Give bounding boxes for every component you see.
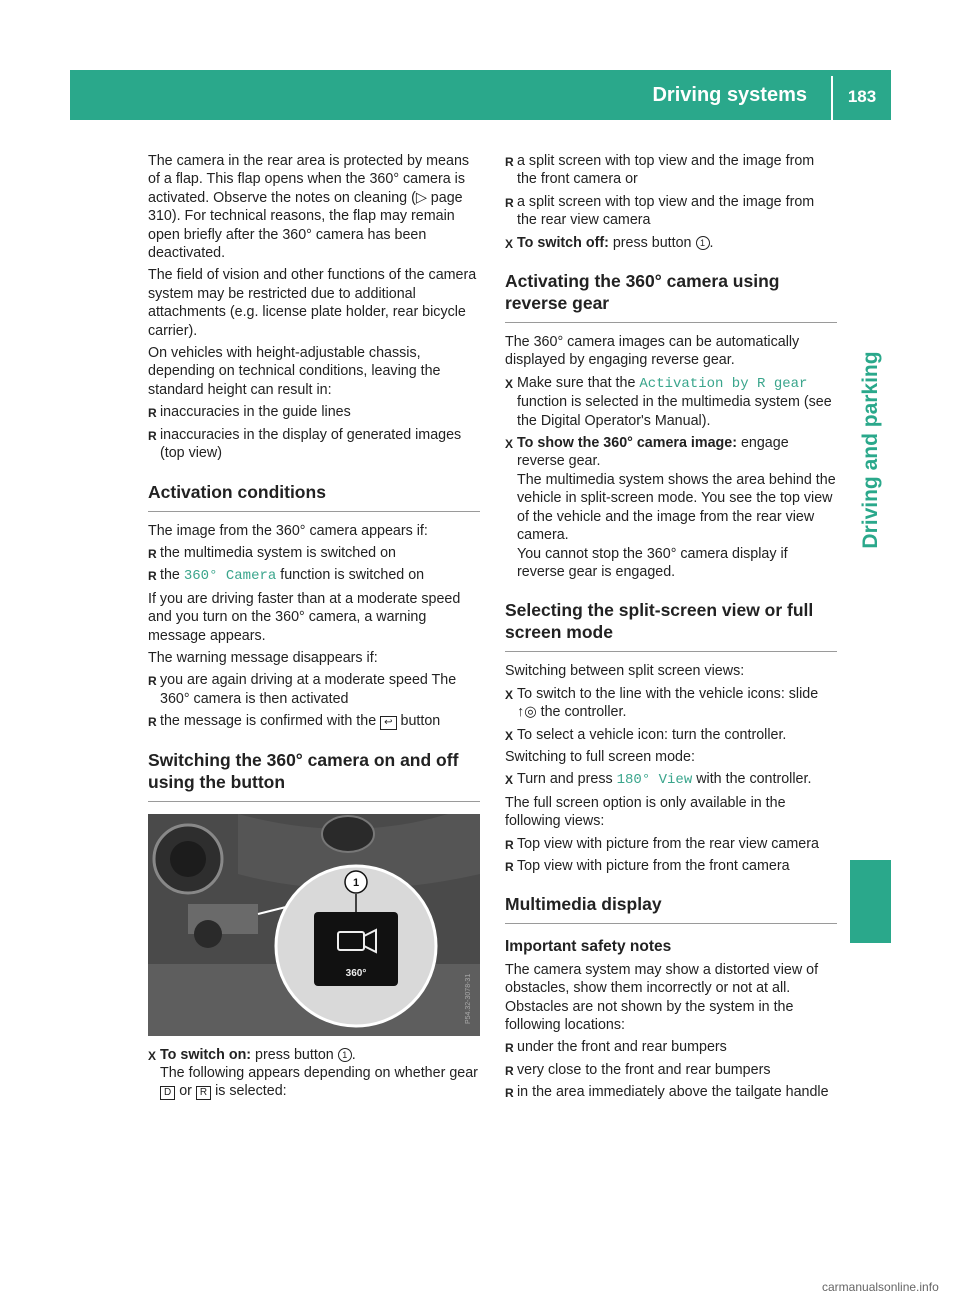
step-item: X To select a vehicle icon: turn the controller. <box>505 726 837 744</box>
text: press button <box>251 1046 338 1063</box>
paragraph: Switching to full screen mode: <box>505 748 695 765</box>
bullet-item: R Top view with picture from the front camera <box>505 857 837 875</box>
heading-reverse-gear: Activating the 360° camera using reverse gear <box>505 270 837 323</box>
text: with the controller. <box>692 771 812 788</box>
paragraph: If you are driving faster than at a moderate speed and you turn on the 360° camera, a warning message appears. <box>148 590 461 644</box>
bullet-item <box>148 712 480 730</box>
text: the controller. <box>536 704 627 721</box>
step-item <box>148 1046 480 1101</box>
text: press button <box>608 234 696 251</box>
gear-d-icon: D <box>160 1086 175 1100</box>
step-item <box>505 234 837 252</box>
photo-code: P54.32-3078-31 <box>465 973 472 1024</box>
callout-1-icon: 1 <box>338 1048 352 1062</box>
callout-number: 1 <box>352 876 360 889</box>
heading-multimedia-display: Multimedia display <box>505 893 837 924</box>
bullet-item: R inaccuracies in the display of generated images (top view) <box>148 426 480 463</box>
paragraph: The camera in the rear area is protected by means of a flap. This flap opens when the 360° camera is activated. Observe the notes on cleaning (▷ page 310). For technical reasons, the flap may remain open briefly after the 360° camera has been deactivated. <box>148 153 470 262</box>
text: the message is confirmed with the <box>160 713 381 730</box>
text: Turn and press <box>517 771 617 788</box>
heading-split-screen: Selecting the split-screen view or full screen mode <box>505 599 837 652</box>
watermark-link[interactable]: carmanualsonline.info <box>822 1280 939 1294</box>
dashboard-photo <box>148 814 480 1036</box>
bullet-item: R very close to the front and rear bumpers <box>505 1061 837 1079</box>
bullet-item <box>148 566 480 585</box>
text: . <box>351 1046 356 1063</box>
paragraph: The warning message disappears if: <box>148 649 378 666</box>
section-title: Driving systems <box>652 84 807 106</box>
bullet-item: R Top view with picture from the rear view camera <box>505 835 837 853</box>
step-item <box>505 685 837 722</box>
menu-term: 180° View <box>616 772 693 789</box>
heading-safety-notes: Important safety notes <box>505 938 672 956</box>
paragraph: The full screen option is only available in the following views: <box>505 794 786 830</box>
side-tab-label: Driving and parking <box>858 351 882 549</box>
bullet-item: R under the front and rear bumpers <box>505 1038 837 1056</box>
step-item <box>505 770 837 789</box>
step-item <box>505 374 837 430</box>
step-label: To switch on: <box>160 1046 252 1063</box>
paragraph: The field of vision and other functions of the camera system may be restricted due to additional attachments (e.g. license plate holder, rear bicycle carrier). <box>148 267 477 339</box>
text: is selected: <box>211 1083 287 1100</box>
back-button-icon: ↩ <box>380 716 396 730</box>
step-item <box>505 434 837 581</box>
dashboard-illustration <box>148 814 480 1036</box>
bullet-item: R a split screen with top view and the image from the front camera or <box>505 152 837 189</box>
paragraph: Switching between split screen views: <box>505 663 745 680</box>
text: button <box>396 713 441 730</box>
bullet-item: R a split screen with top view and the image from the rear view camera <box>505 193 837 230</box>
text: or <box>175 1083 196 1100</box>
menu-term: Activation by R gear <box>639 375 808 392</box>
photo-label: 360° <box>345 967 367 979</box>
text: To switch to the line with the vehicle icons: slide <box>517 685 819 702</box>
right-column <box>505 152 837 1106</box>
text: The multimedia system shows the area behind the vehicle in split-screen mode. You see the top view of the vehicle and the image from the rear view camera. <box>517 471 836 544</box>
page-number: 183 <box>847 87 877 106</box>
bullet-item: R the multimedia system is switched on <box>148 544 480 562</box>
paragraph: On vehicles with height-adjustable chassis, depending on technical conditions, leaving the standard height can result in: <box>148 345 441 398</box>
text: The following appears depending on whether gear <box>160 1064 478 1081</box>
paragraph: The image from the 360° camera appears if: <box>148 522 428 539</box>
step-label: To show the 360° camera image: <box>517 435 737 452</box>
gear-r-icon: R <box>196 1086 211 1100</box>
callout-1-icon: 1 <box>696 236 710 250</box>
left-column <box>148 152 480 1105</box>
heading-switching-camera: Switching the 360° camera on and off using the button <box>148 749 480 802</box>
heading-activation-conditions: Activation conditions <box>148 481 480 512</box>
header-bar <box>70 70 891 120</box>
text: function is switched on <box>276 567 425 584</box>
paragraph: The camera system may show a distorted view of obstacles, show them incorrectly or not at all. Obstacles are not shown by the system in the following locations: <box>505 961 819 1033</box>
side-marker <box>850 860 891 943</box>
text: function is selected in the multimedia system (see the Digital Operator's Manual). <box>517 394 832 429</box>
text: the <box>160 567 184 584</box>
side-tab <box>850 300 891 600</box>
text: Make sure that the <box>517 374 640 391</box>
bullet-item: R you are again driving at a moderate speed The 360° camera is then activated <box>148 671 480 708</box>
text: engage reverse gear. <box>517 435 789 470</box>
step-label: To switch off: <box>517 234 609 251</box>
paragraph: The 360° camera images can be automatically displayed by engaging reverse gear. <box>505 334 800 369</box>
text: . <box>709 234 714 251</box>
controller-slide-icon: ↑◎ <box>517 704 537 721</box>
menu-term: 360° Camera <box>183 568 277 585</box>
text: You cannot stop the 360° camera display if reverse gear is engaged. <box>517 545 788 580</box>
bullet-item: R in the area immediately above the tailgate handle <box>505 1083 837 1101</box>
bullet-item: R inaccuracies in the guide lines <box>148 403 480 421</box>
